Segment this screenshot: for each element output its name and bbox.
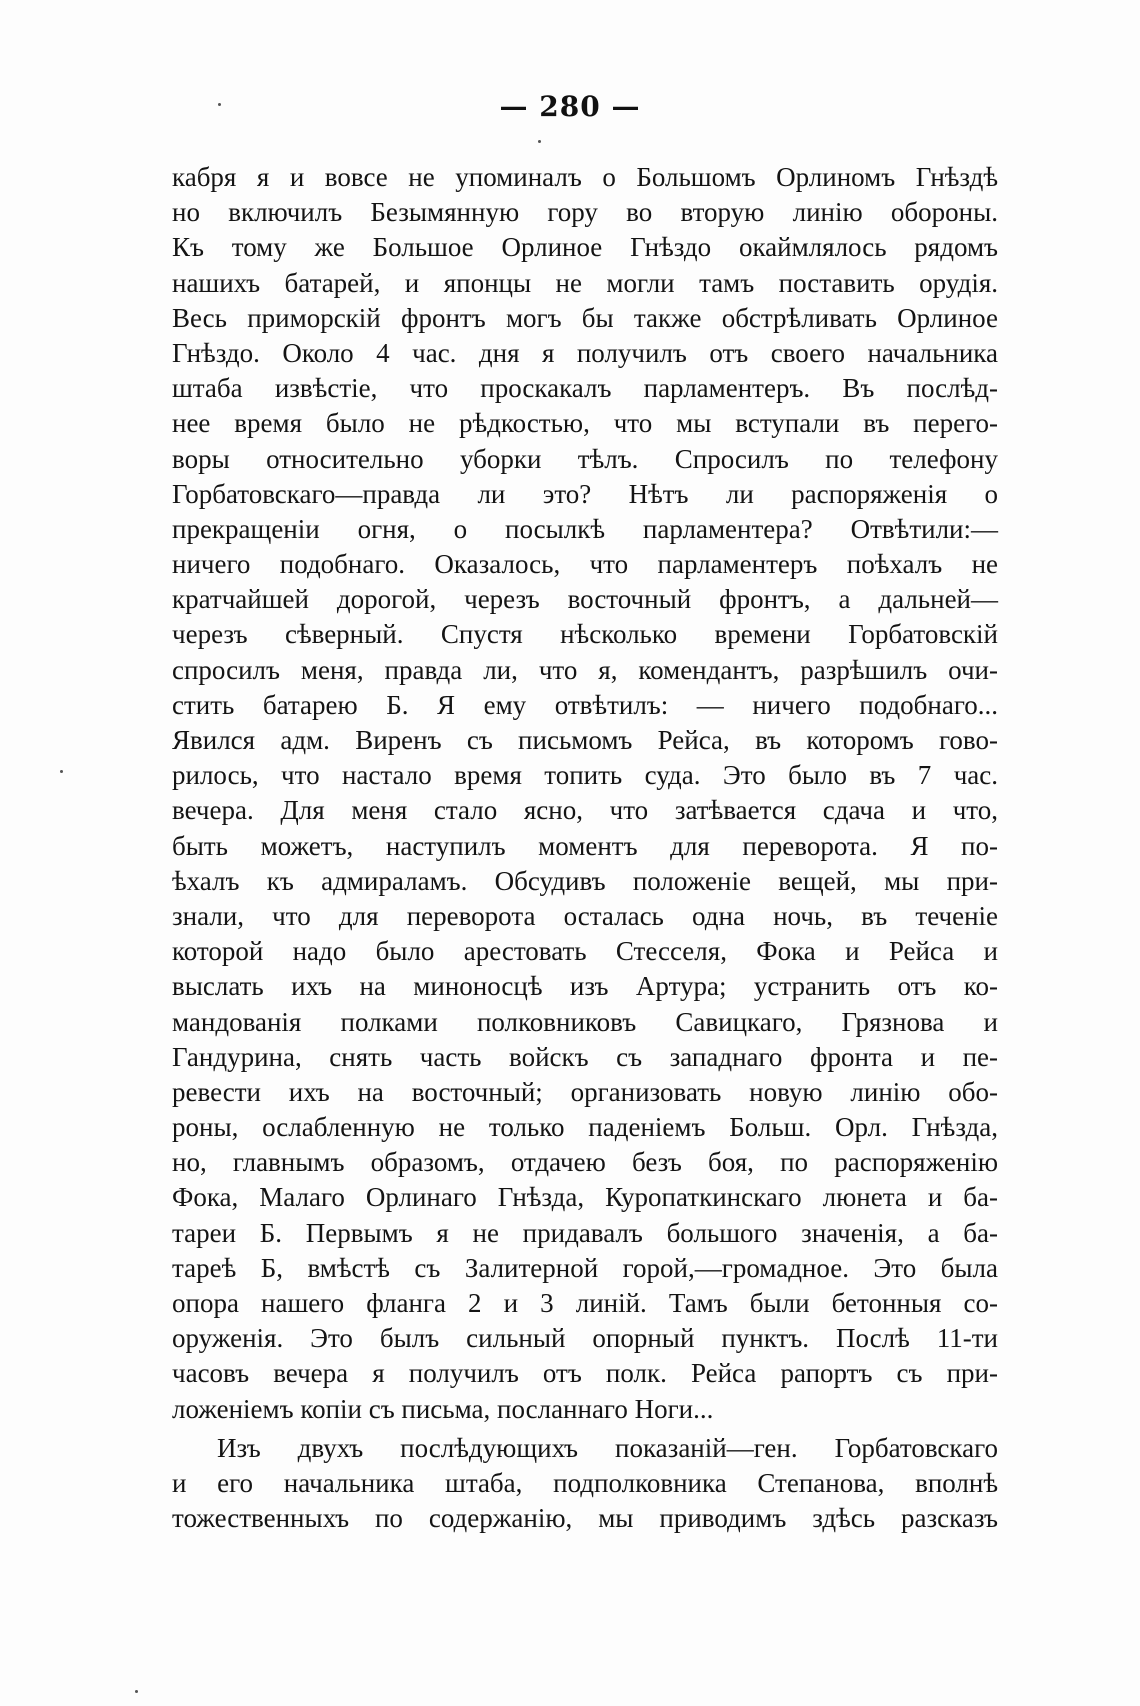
- text-line: штаба извѣстіе, что проскакалъ парламентеръ. Въ послѣд-: [172, 373, 998, 404]
- page-number: — 280 —: [499, 90, 641, 123]
- text-line: Изъ двухъ послѣдующихъ показаній—ген. Горбатовскаго: [217, 1432, 998, 1463]
- text-line: Гандурина, снять часть войскъ съ западнаго фронта и пе-: [172, 1041, 998, 1072]
- text-line: нее время было не рѣдкостью, что мы вступали въ перего-: [172, 408, 998, 439]
- scan-speck: [60, 770, 63, 773]
- text-line: быть можетъ, наступилъ моментъ для переворота. Я по-: [172, 830, 998, 861]
- paragraph-2: [172, 1431, 998, 1537]
- text-line: которой надо было арестовать Стесселя, Фока и Рейса и: [172, 936, 998, 967]
- text-line: стить батарею Б. Я ему отвѣтилъ: — ничего подобнаго...: [172, 689, 998, 720]
- text-line: черезъ сѣверный. Спустя нѣсколько времени Горбатовскій: [172, 619, 998, 650]
- text-line: кратчайшей дорогой, черезъ восточный фронтъ, а дальней—: [172, 584, 998, 615]
- text-line: ничего подобнаго. Оказалось, что парламентеръ поѣхалъ не: [172, 549, 998, 580]
- text-line: Къ тому же Большое Орлиное Гнѣздо окаймлялось рядомъ: [172, 232, 998, 263]
- text-line: воры относительно уборки тѣлъ. Спросилъ по телефону: [172, 443, 998, 474]
- text-line: но включилъ Безымянную гору во вторую линію обороны.: [172, 197, 998, 228]
- text-line: опора нашего фланга 2 и 3 линій. Тамъ были бетонныя со-: [172, 1288, 998, 1318]
- text-line: ложеніемъ копіи съ письма, посланнаго Ноги...: [172, 1393, 714, 1424]
- text-line: спросилъ меня, правда ли, что я, комендантъ, разрѣшилъ очи-: [172, 654, 998, 685]
- text-line: роны, ослабленную не только паденіемъ Больш. Орл. Гнѣзда,: [172, 1112, 998, 1143]
- text-line: тожественныхъ по содержанію, мы приводимъ здѣсь разсказъ: [172, 1503, 998, 1534]
- scan-speck: [135, 1690, 138, 1693]
- text-line: знали, что для переворота осталась одна ночь, въ теченіе: [172, 900, 998, 931]
- text-line: и его начальника штаба, подполковника Степанова, вполнѣ: [172, 1467, 998, 1498]
- text-line: ревести ихъ на восточный; организовать новую линію обо-: [172, 1076, 998, 1107]
- paragraph-1: [172, 160, 998, 1427]
- scan-speck: [538, 140, 541, 143]
- text-line: мандованія полками полковниковъ Савицкаго, Грязнова и: [172, 1006, 998, 1037]
- text-line: прекращеніи огня, о посылкѣ парламентера? Отвѣтили:—: [172, 513, 998, 544]
- text-line: нашихъ батарей, и японцы не могли тамъ поставить орудія.: [172, 267, 998, 298]
- text-line: часовъ вечера я получилъ отъ полк. Рейса рапортъ съ при-: [172, 1358, 998, 1389]
- text-line: Горбатовскаго—правда ли это? Нѣтъ ли распоряженія о: [172, 478, 998, 509]
- text-line: кабря я и вовсе не упоминалъ о Большомъ Орлиномъ Гнѣздѣ: [172, 162, 998, 192]
- text-line: Фока, Малаго Орлинаго Гнѣзда, Куропаткинскаго люнета и ба-: [172, 1182, 998, 1213]
- text-line: вечера. Для меня стало ясно, что затѣвается сдача и что,: [172, 795, 998, 826]
- text-line: выслать ихъ на миноносцѣ изъ Артура; устранить отъ ко-: [172, 971, 998, 1002]
- text-line: тареи Б. Первымъ я не придавалъ большого значенія, а ба-: [172, 1217, 998, 1248]
- text-line: рилось, что настало время топить суда. Это было въ 7 час.: [172, 760, 998, 791]
- scan-speck: [218, 103, 221, 106]
- text-line: но, главнымъ образомъ, отдачею безъ боя, по распоряженію: [172, 1147, 998, 1178]
- text-line: Весь приморскій фронтъ могъ бы также обстрѣливать Орлиное: [172, 302, 998, 333]
- text-line: Гнѣздо. Около 4 час. дня я получилъ отъ своего начальника: [172, 337, 998, 368]
- text-line: Явился адм. Виренъ съ письмомъ Рейса, въ которомъ гово-: [172, 725, 998, 755]
- text-line: тареѣ Б, вмѣстѣ съ Залитерной горой,—громадное. Это была: [172, 1252, 998, 1283]
- text-line: ѣхалъ къ адмираламъ. Обсудивъ положеніе вещей, мы при-: [172, 865, 998, 896]
- text-line: оруженія. Это былъ сильный опорный пунктъ. Послѣ 11-ти: [172, 1323, 998, 1354]
- page-text: [172, 160, 998, 1536]
